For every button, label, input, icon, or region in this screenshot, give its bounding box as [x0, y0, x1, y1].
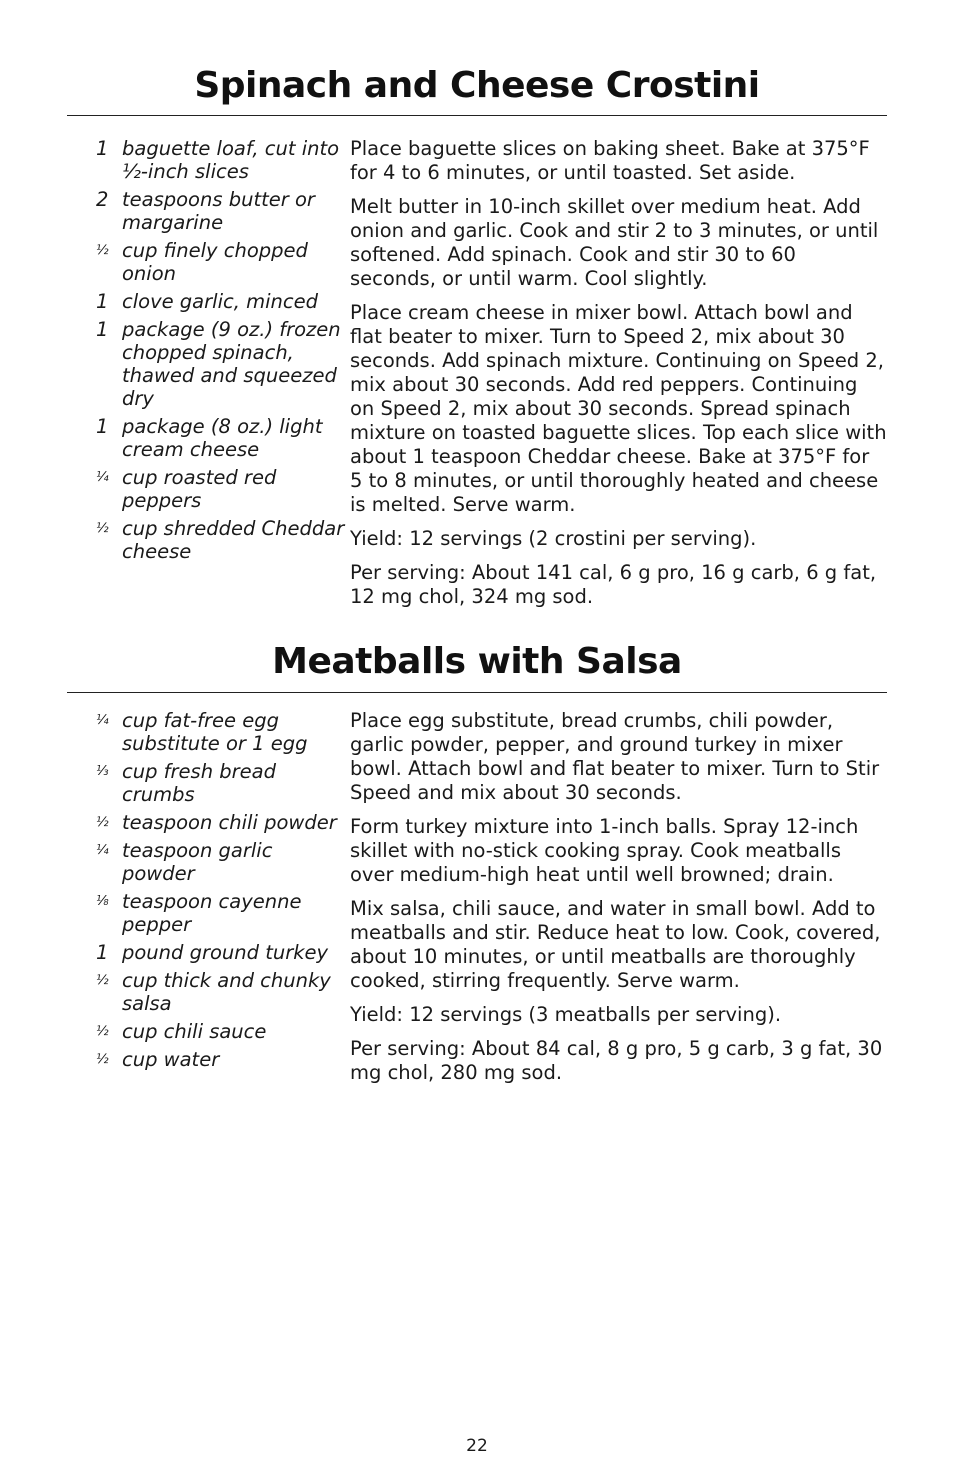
direction-step: Melt butter in 10-inch skillet over medium heat. Add onion and garlic. Cook and stir 2 to 3 minutes, or until softened. Add spinach. Cook and stir 30 to 60 seconds, or until warm. Cool slightly. — [350, 195, 879, 290]
ingredient-item: ⅛ teaspoon cayenne pepper — [96, 890, 302, 936]
nutrition-text: Per serving: About 141 cal, 6 g pro, 16 g carb, 6 g fat, 12 mg chol, 324 mg sod. — [350, 561, 877, 608]
ingredient-item: ½ cup shredded Cheddar cheese — [96, 517, 345, 563]
title-rule — [67, 692, 887, 693]
ingredient-list — [67, 137, 350, 619]
ingredient-item: 1 clove garlic, minced — [96, 290, 318, 313]
nutrition-text: Per serving: About 84 cal, 8 g pro, 5 g carb, 3 g fat, 30 mg chol, 280 mg sod. — [350, 1037, 883, 1084]
ingredient-item: ⅓ cup fresh bread crumbs — [96, 760, 276, 806]
ingredient-item: 1 package (8 oz.) light cream cheese — [96, 415, 323, 461]
recipe-title: Meatballs with Salsa — [272, 641, 682, 682]
ingredient-item: 1 baguette loaf, cut into ½-inch slices — [96, 137, 340, 183]
directions — [350, 709, 887, 1095]
yield-text: Yield: 12 servings (3 meatballs per serving). — [350, 1003, 782, 1026]
direction-step: Place baguette slices on baking sheet. Bake at 375°F for 4 to 6 minutes, or until toasted. Set aside. — [350, 137, 870, 184]
direction-step: Mix salsa, chili sauce, and water in small bowl. Add to meatballs and stir. Reduce heat to low. Cook, covered, about 10 minutes, or until meatballs are thoroughly cooked, stirring frequently. Serve warm. — [350, 897, 881, 992]
direction-step: Place egg substitute, bread crumbs, chili powder, garlic powder, pepper, and ground turkey in mixer bowl. Attach bowl and flat beater to mixer. Turn to Stir Speed and mix about 30 seconds. — [350, 709, 880, 804]
ingredient-item: ¼ teaspoon garlic powder — [96, 839, 273, 885]
direction-step: Place cream cheese in mixer bowl. Attach bowl and flat beater to mixer. Turn to Speed 2, mix about 30 seconds. Add spinach mixture. Continuing on Speed 2, mix about 30 seconds. Add red peppers. Continuing on Speed 2, mix about 30 seconds. Spread spinach mixture on toasted baguette slices. Top each slice with about 1 teaspoon Cheddar cheese. Bake at 375°F for 5 to 8 minutes, or until thoroughly heated and cheese is melted. Serve warm. — [350, 301, 887, 516]
page-number: 22 — [466, 1436, 488, 1456]
direction-step: Form turkey mixture into 1-inch balls. Spray 12-inch skillet with no-stick cooking spray. Cook meatballs over medium-high heat until well browned; drain. — [350, 815, 859, 886]
ingredient-item: ¼ cup fat-free egg substitute or 1 egg — [96, 709, 308, 755]
title-rule — [67, 115, 887, 116]
ingredient-item: ½ cup thick and chunky salsa — [96, 969, 331, 1015]
ingredient-item: 1 package (9 oz.) frozen chopped spinach, thawed and squeezed dry — [96, 318, 341, 410]
recipe-meatballs-with-salsa — [67, 638, 887, 1095]
ingredient-list — [67, 709, 350, 1095]
ingredient-item: ½ cup water — [96, 1048, 220, 1071]
ingredient-item: 1 pound ground turkey — [96, 941, 329, 964]
directions — [350, 137, 887, 619]
ingredient-item: 2 teaspoons butter or margarine — [96, 188, 315, 234]
ingredient-item: ½ teaspoon chili powder — [96, 811, 337, 834]
ingredient-item: ¼ cup roasted red peppers — [96, 466, 277, 512]
recipe-title: Spinach and Cheese Crostini — [194, 65, 760, 106]
ingredient-item: ½ cup chili sauce — [96, 1020, 267, 1043]
recipe-spinach-cheese-crostini — [67, 62, 887, 619]
yield-text: Yield: 12 servings (2 crostini per serving). — [350, 527, 757, 550]
ingredient-item: ½ cup finely chopped onion — [96, 239, 308, 285]
